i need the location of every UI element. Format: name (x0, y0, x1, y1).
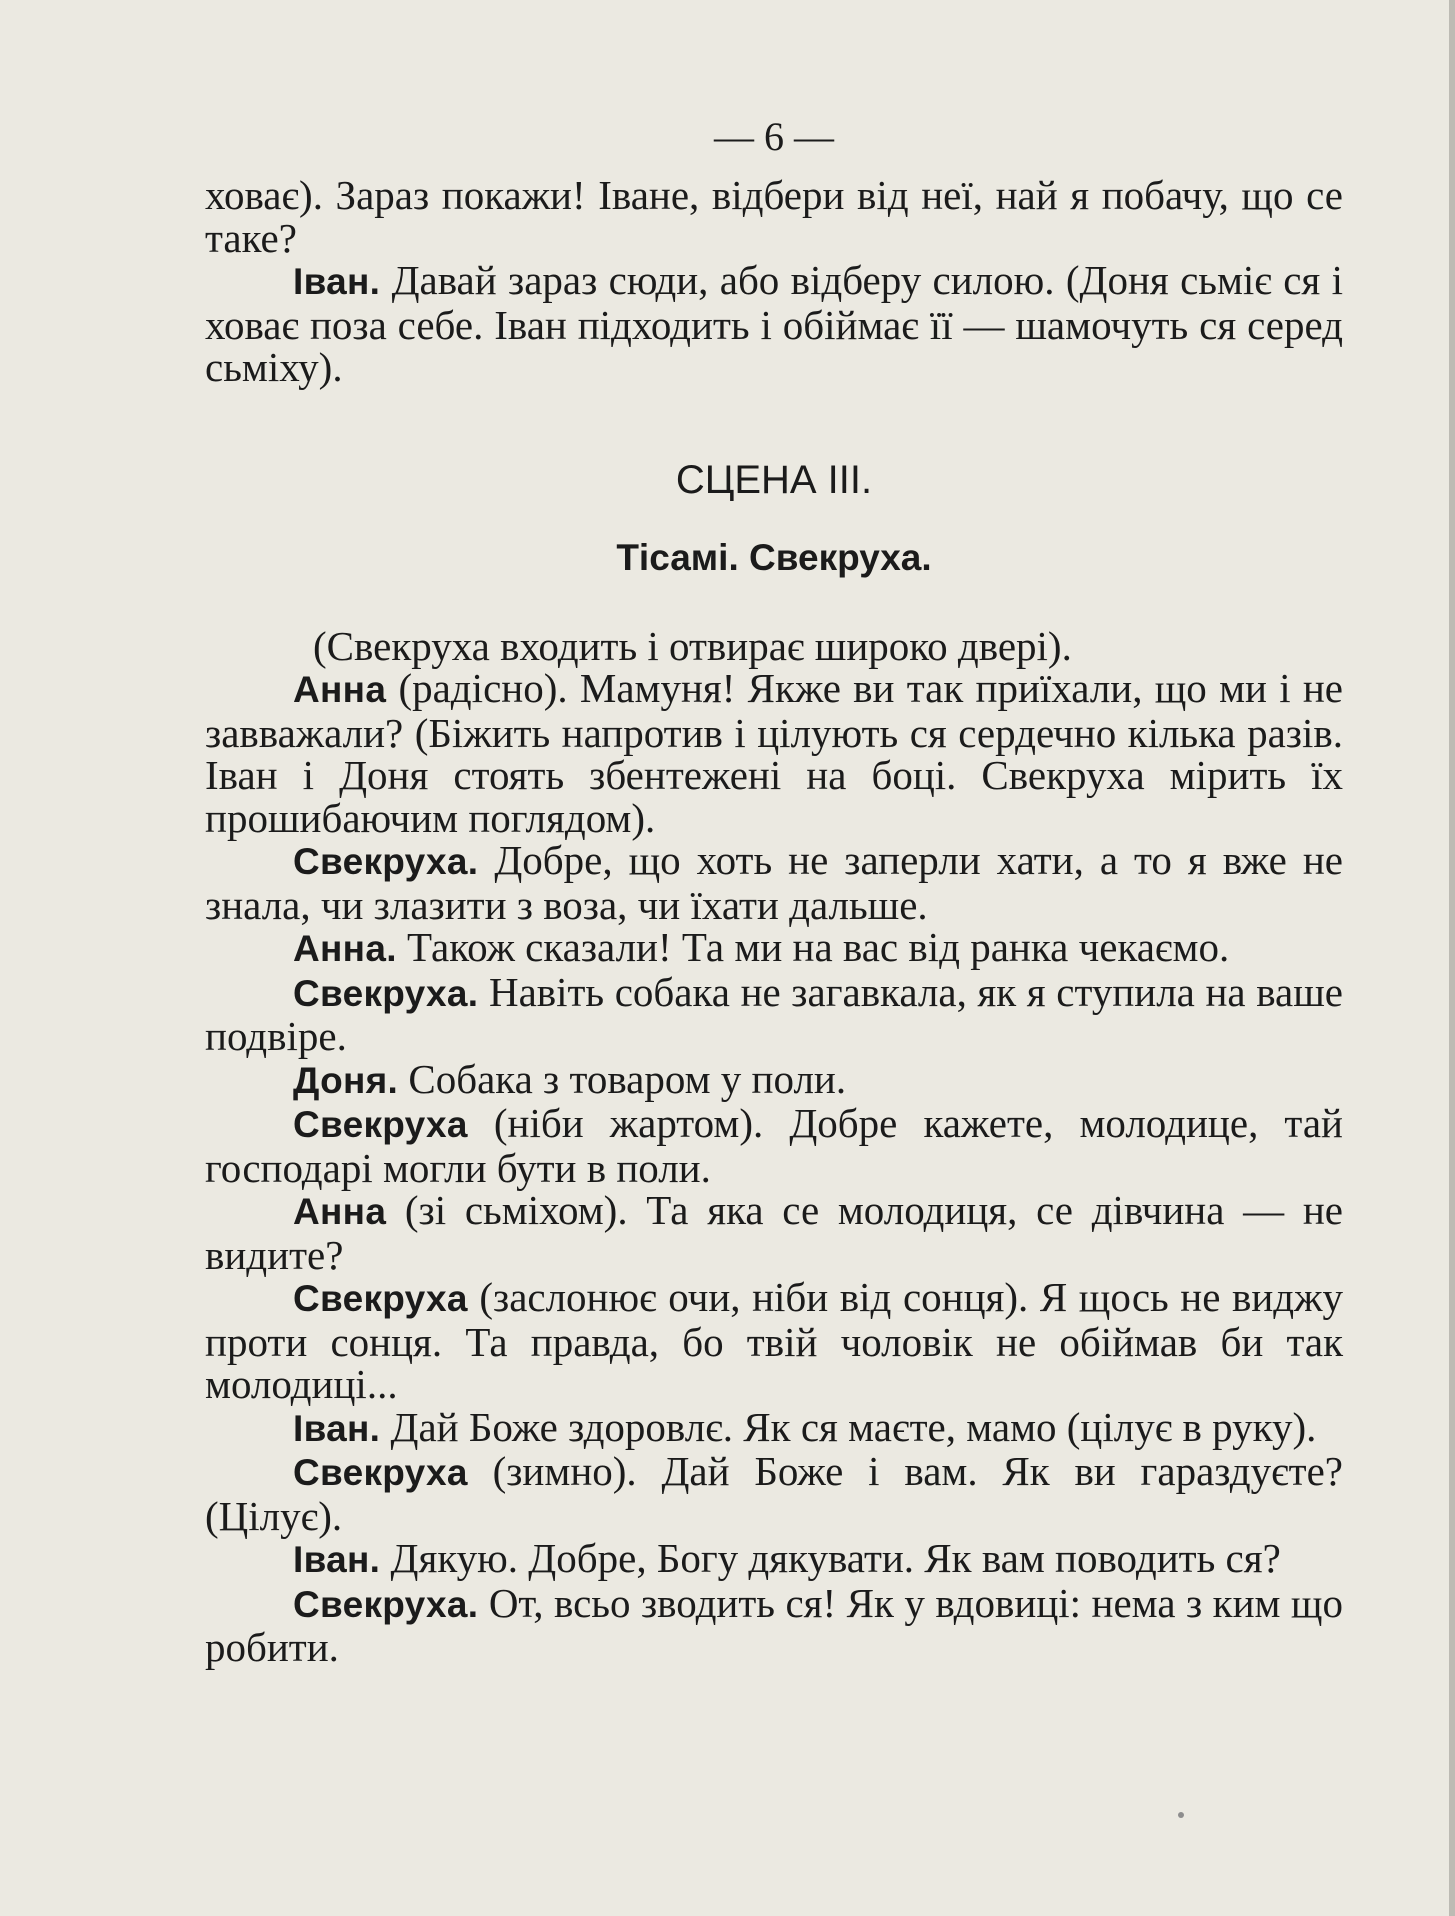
speech-text: Дай Боже здоровлє. Як ся маєте, мамо (цілує в руку). (380, 1403, 1317, 1450)
speaker-name: Іван. (293, 1407, 381, 1449)
dialogue-line (205, 667, 1343, 839)
dialogue-line (205, 1450, 1343, 1537)
dialogue-line (205, 1537, 1343, 1582)
speech-text: (зі сьміхом). Та яка се молодиця, се дівчина — не видите? (205, 1187, 1343, 1278)
speaker-name: Свекруха (293, 1452, 468, 1493)
speech-text: Добре, що хоть не заперли хати, а то я вже не знала, чи злазити з воза, чи їхати дальше. (205, 837, 1343, 928)
dialogue-line (205, 1276, 1343, 1406)
dialogue-line (205, 1403, 1343, 1451)
speech-text: Дякую. Добре, Богу дякувати. Як вам поводить ся? (380, 1535, 1281, 1581)
scene-characters: Тісамі. Свекруха. (616, 536, 932, 578)
speaker-name: Свекруха. (293, 972, 479, 1014)
speaker-name: Іван. (293, 1539, 381, 1580)
dialogue-line (205, 839, 1343, 926)
dialogue-line (205, 1579, 1343, 1670)
page-edge (1449, 0, 1455, 1916)
speaker-name: Анна (293, 669, 387, 710)
speech-text: Собака з товаром у поли. (398, 1055, 847, 1102)
speaker-name: Свекруха (293, 1104, 468, 1145)
speaker-name: Анна. (293, 928, 397, 969)
dialogue-line (205, 968, 1343, 1059)
speech-text: (ніби жартом). Добре кажете, молодице, тай господарі могли бути в поли. (205, 1100, 1343, 1191)
speaker-name: Анна (293, 1191, 387, 1232)
speech-text: (заслонює очи, ніби від сонця). Я щось не виджу проти сонця. Та правда, бо твій чоловік не обіймав би так молодиці... (205, 1274, 1343, 1407)
speech-text: Давай зараз сюди, або відберу силою. (Доня сьміє ся і ховає поза себе. Іван підходить і обіймає її — шамочуть ся серед сьміху). (205, 257, 1343, 390)
speech-text: Навіть собака не загавкала, як я ступила на ваше подвіре. (205, 968, 1343, 1059)
speaker-name: Свекруха. (293, 841, 479, 882)
speech-text: От, всьо зводить ся! Як у вдовиці: нема з ким що робити. (205, 1579, 1343, 1670)
speaker-name: Іван. (293, 261, 381, 302)
speech-text: (зимно). Дай Боже і вам. Як ви гараздуєте? (Цілує). (205, 1448, 1343, 1539)
dialogue-line (205, 1189, 1343, 1276)
scene-heading: СЦЕНА III. (675, 457, 873, 502)
opening-paragraph (205, 174, 1343, 259)
opening-text: ховає). Зараз покажи! Іване, відбери від неї, най я побачу, що се таке? (205, 172, 1343, 261)
speaker-name: Свекруха. (293, 1583, 479, 1625)
page-number: — 6 — (714, 114, 834, 159)
speaker-name: Доня. (293, 1059, 399, 1101)
speech-text: (радісно). Мамуня! Якже ви так приїхали, що ми і не завважали? (Біжить напротив і цілують ся сердечно кілька разів. Іван і Доня стоять збентежені на боці. Свекруха мірить їх прошибаючим поглядом). (205, 665, 1343, 841)
speaker-name: Свекруха (293, 1278, 468, 1319)
stage-direction: (Свекруха входить і отвирає широко двері). (313, 622, 1072, 669)
speech-text: Також сказали! Та ми на вас від ранка чекаємо. (396, 924, 1230, 970)
page (205, 112, 1343, 1669)
dialogue-line (205, 926, 1343, 971)
dialogue-line (205, 1055, 1343, 1103)
opening-paragraph (205, 259, 1343, 389)
print-speck (1178, 1812, 1184, 1818)
dialogue-line (205, 1102, 1343, 1189)
